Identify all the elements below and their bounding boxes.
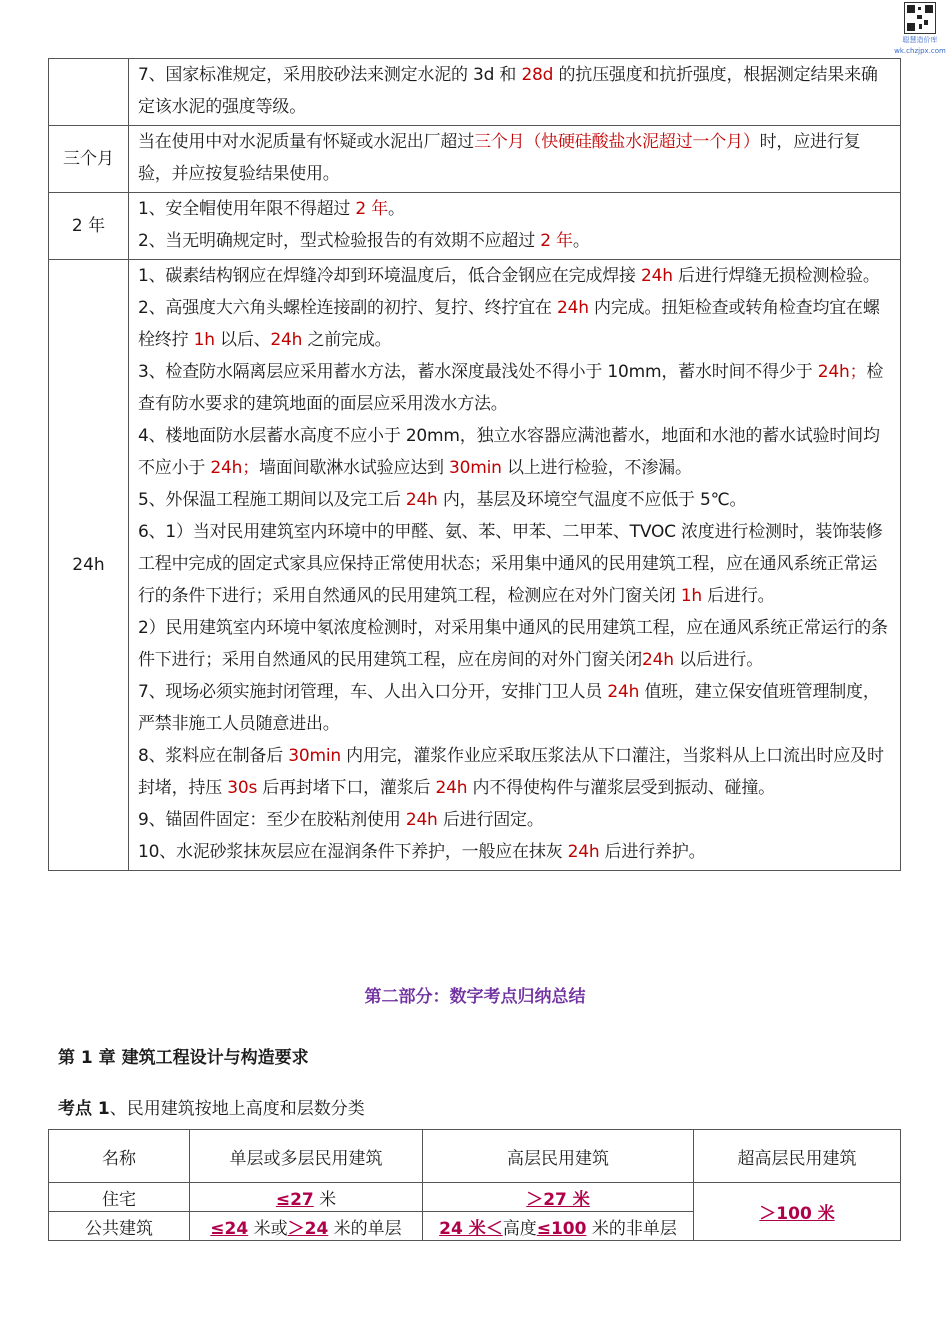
header-cell: 名称 [49, 1130, 190, 1183]
item-line [138, 292, 892, 356]
text-segment: 米 [313, 1189, 337, 1210]
highlighted-value: 24h； [210, 458, 260, 478]
cell-low-rise [190, 1212, 423, 1241]
row-key: 三个月 [49, 126, 129, 193]
underlined-value: ≤27 [275, 1189, 314, 1210]
highlighted-value: 三个月 [474, 132, 525, 152]
row-content [129, 193, 901, 260]
kaodian-text: 、民用建筑按地上高度和层数分类 [109, 1099, 365, 1119]
text-segment: 米的单层 [328, 1218, 402, 1239]
underlined-value: ≤100 [536, 1218, 587, 1239]
row-content [129, 126, 901, 193]
text-segment: 以后进行。 [673, 650, 764, 670]
text-segment: 1、安全帽使用年限不得超过 [138, 199, 356, 219]
text-segment: 10、水泥砂浆抹灰层应在湿润条件下养护，一般应在抹灰 [138, 842, 568, 862]
text-segment: 1、碳素结构钢应在焊缝冷却到环境温度后，低合金钢应在完成焊接 [138, 266, 642, 286]
item-line [138, 836, 892, 868]
text-segment: 9、锚固件固定：至少在胶粘剂使用 [138, 810, 406, 830]
table-row [49, 59, 901, 126]
item-line [138, 740, 892, 804]
kaodian-heading [58, 1094, 365, 1119]
highlighted-value: 1h [680, 586, 703, 606]
cell-low-rise [190, 1183, 423, 1212]
text-segment: 以后、 [214, 330, 271, 350]
building-classification-table [48, 1129, 901, 1241]
underlined-value: ＞100 米 [759, 1204, 835, 1224]
header-cell: 高层民用建筑 [423, 1130, 694, 1183]
text-segment: 检查有防水要求的建筑地面的面层应采用泼水方法。 [138, 362, 884, 414]
site-url[interactable]: wk.chzjpx.com [894, 47, 946, 55]
text-segment: 7、现场必须实施封闭管理，车、人出入口分开，安排门卫人员 [138, 682, 608, 702]
text-segment: 3、检查防水隔离层应采用蓄水方法，蓄水深度最浅处不得小于 10mm，蓄水时间不得少于 [138, 362, 818, 382]
qr-code-icon [904, 2, 936, 34]
item-line [138, 193, 892, 225]
kaodian-label: 考点 1 [58, 1099, 110, 1119]
cell-high-rise [423, 1183, 694, 1212]
text-segment: 墙面间歇淋水试验应达到 [259, 458, 450, 478]
text-segment: 后进行焊缝无损检测检验。 [672, 266, 880, 286]
row-key: 2 年 [49, 193, 129, 260]
text-segment: 时，应进行复验，并应按复验结果使用。 [138, 132, 861, 184]
item-line [138, 420, 892, 484]
highlighted-value: 30s [227, 778, 258, 798]
cell-high-rise [423, 1212, 694, 1241]
text-segment: 当在使用中对水泥质量有怀疑或水泥出厂超过 [138, 132, 474, 152]
text-segment: 7、国家标准规定，采用胶砂法来测定水泥的 3d 和 [138, 65, 522, 85]
item-line [138, 516, 892, 612]
underlined-value: ≤24 [210, 1218, 249, 1239]
item-line [138, 356, 892, 420]
text-segment: 5、外保温工程施工期间以及完工后 [138, 490, 406, 510]
highlighted-value: 24h [642, 650, 674, 670]
text-segment: 内，基层及环境空气温度不应低于 5℃。 [437, 490, 747, 510]
highlighted-value: 24h [405, 490, 438, 510]
table-row [49, 260, 901, 871]
item-line [138, 59, 892, 123]
text-segment: 之前完成。 [302, 330, 392, 350]
highlighted-value: 24h [405, 810, 438, 830]
text-segment: 后再封堵下口，灌浆后 [257, 778, 436, 798]
numeric-kaodian-table [48, 58, 901, 871]
text-segment: 内完成。扭矩检查或转角检查均宜在螺栓终拧 [138, 298, 880, 350]
text-segment: 2）民用建筑室内环境中氡浓度检测时，对采用集中通风的民用建筑工程，应在通风系统正常运行的条件下进行；采用自然通风的民用建筑工程，应在房间的对外门窗关闭 [138, 618, 888, 670]
row-name: 住宅 [49, 1183, 190, 1212]
item-line [138, 225, 892, 257]
text-segment: 内不得使构件与灌浆层受到振动、碰撞。 [467, 778, 775, 798]
highlighted-value: 30min [288, 746, 341, 766]
item-line [138, 804, 892, 836]
site-name: 聪慧造价库 [902, 36, 938, 44]
text-segment: 2、高强度大六角头螺栓连接副的初拧、复拧、终拧宜在 [138, 298, 558, 318]
highlighted-value: 28d [521, 65, 554, 85]
table-row [49, 1183, 901, 1212]
highlighted-value: ） [742, 132, 760, 152]
text-segment: 2、当无明确规定时，型式检验报告的有效期不应超过 [138, 231, 541, 251]
highlighted-value: 30min [449, 458, 502, 478]
text-segment: 8、浆料应在制备后 [138, 746, 289, 766]
table-row [49, 126, 901, 193]
highlighted-value: 24h [435, 778, 468, 798]
item-line [138, 260, 892, 292]
text-segment: 后进行。 [702, 586, 775, 606]
underlined-value: 24 米＜ [439, 1218, 503, 1239]
text-segment: 米或 [248, 1218, 288, 1239]
text-segment: 米的非单层 [586, 1218, 677, 1239]
highlighted-value: 2 年 [540, 231, 573, 251]
highlighted-value: 24h [557, 298, 589, 318]
header-cell: 超高层民用建筑 [694, 1130, 901, 1183]
item-line [138, 484, 892, 516]
highlighted-value: 24h； [817, 362, 867, 382]
header-cell: 单层或多层民用建筑 [190, 1130, 423, 1183]
part-title: 第二部分：数字考点归纳总结 [364, 987, 586, 1007]
table-row [49, 193, 901, 260]
table-header-row [49, 1130, 901, 1183]
row-content [129, 59, 901, 126]
text-segment: 值班，建立保安值班管理制度，严禁非施工人员随意进出。 [138, 682, 880, 734]
highlighted-value: （快硬硅酸盐水泥超过 [524, 132, 693, 152]
text-segment: 的抗压强度和抗折强度，根据测定结果来确定该水泥的强度等级。 [138, 65, 878, 117]
text-segment: 后进行固定。 [437, 810, 544, 830]
row-content [129, 260, 901, 871]
highlighted-value: 一个月 [692, 132, 743, 152]
row-key [49, 59, 129, 126]
highlighted-value: 1h [193, 330, 215, 350]
chapter-heading: 第 1 章 建筑工程设计与构造要求 [58, 1048, 309, 1068]
highlighted-value: 24h [567, 842, 600, 862]
row-name: 公共建筑 [49, 1212, 190, 1241]
highlighted-value: 2 年 [355, 199, 389, 219]
item-line [138, 126, 892, 190]
text-segment: 。 [572, 231, 590, 251]
underlined-value: ＞24 [287, 1218, 329, 1239]
text-segment: 内用完，灌浆作业应采取压浆法从下口灌注，当浆料从上口流出时应及时封堵，持压 [138, 746, 884, 798]
highlighted-value: 24h [270, 330, 303, 350]
cell-super-high-rise [694, 1183, 901, 1241]
underlined-value: ＞27 米 [526, 1189, 590, 1210]
highlighted-value: 24h [607, 682, 640, 702]
text-segment: 以上进行检验，不渗漏。 [501, 458, 692, 478]
text-segment: 后进行养护。 [599, 842, 706, 862]
item-line [138, 612, 892, 676]
text-segment: 高度 [502, 1218, 537, 1239]
highlighted-value: 24h [641, 266, 673, 286]
text-segment: 6、1）当对民用建筑室内环境中的甲醛、氨、苯、甲苯、二甲苯、TVOC 浓度进行检测时，装饰装修工程中完成的固定式家具应保持正常使用状态；采用集中通风的民用建筑工程，应在通风系统正常运行的条件下进行；采用自然通风的民用建筑工程，检测应在对外门窗关闭 [138, 522, 883, 606]
row-key: 24h [49, 260, 129, 871]
text-segment: 4、楼地面防水层蓄水高度不应小于 20mm，独立水容器应满池蓄水，地面和水池的蓄水试验时间均不应小于 [138, 426, 880, 478]
item-line [138, 676, 892, 740]
text-segment: 。 [388, 199, 405, 219]
